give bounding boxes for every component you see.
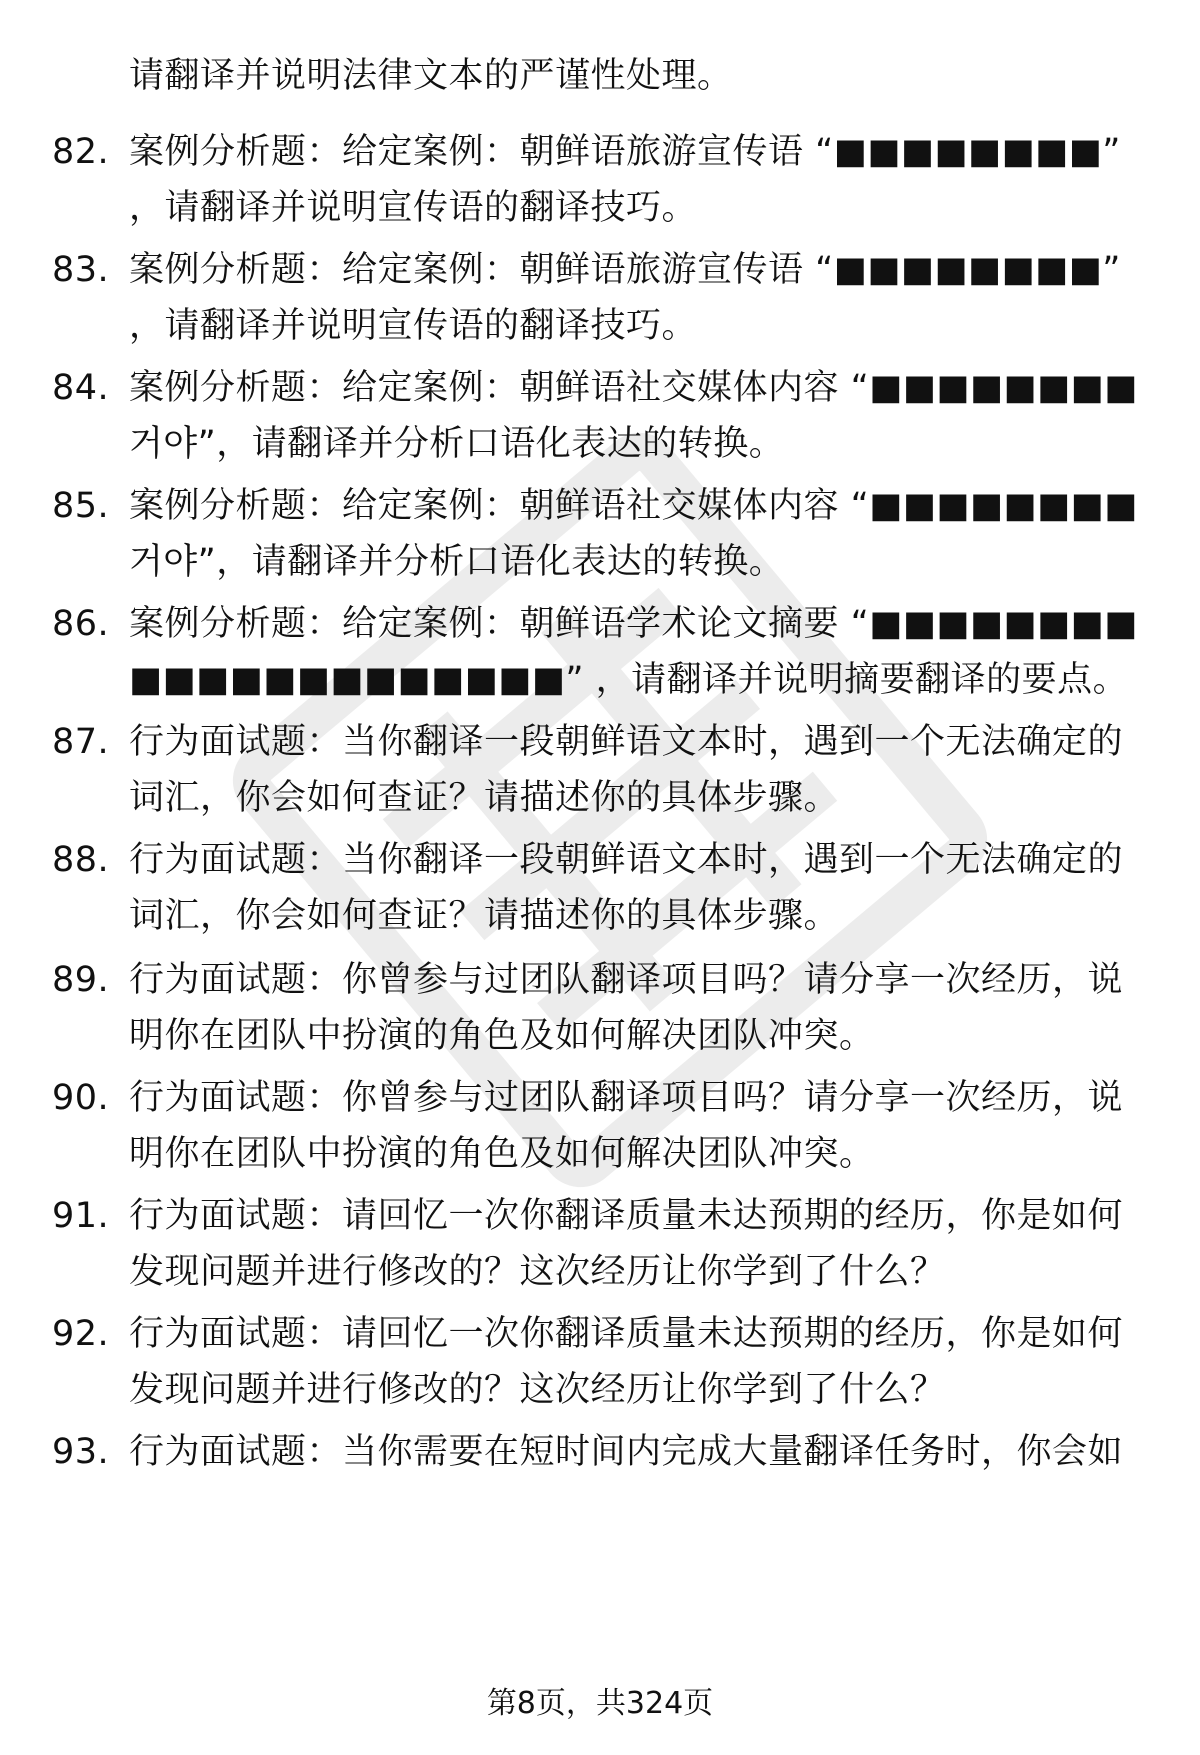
question-text: 行为面试题：你曾参与过团队翻译项目吗？请分享一次经历，说明你在团队中扮演的角色及如何解决团队冲突。	[129, 960, 1124, 1056]
question-item	[52, 832, 1152, 944]
question-number: 93.	[52, 1432, 110, 1472]
question-number: 84.	[52, 368, 110, 408]
question-text: 案例分析题：给定案例：朝鲜语旅游宣传语 “■■■■■■■■” ，请翻译并说明宣传语的翻译技巧。	[129, 132, 1133, 228]
question-text: 行为面试题：请回忆一次你翻译质量未达预期的经历，你是如何发现问题并进行修改的？这次经历让你学到了什么？	[129, 1314, 1124, 1410]
question-item	[52, 478, 1152, 590]
question-number: 83.	[52, 250, 110, 290]
question-text: 案例分析题：给定案例：朝鲜语学术论文摘要 “■■■■■■■■■■■■■■■■■■■■■” ，请翻译并说明摘要翻译的要点。	[129, 604, 1138, 700]
question-text: 行为面试题：当你翻译一段朝鲜语文本时，遇到一个无法确定的词汇，你会如何查证？请描述你的具体步骤。	[129, 840, 1124, 936]
question-item	[52, 48, 1152, 104]
question-number: 90.	[52, 1078, 110, 1118]
question-number: 91.	[52, 1196, 110, 1236]
question-item	[52, 1306, 1152, 1418]
question-text: 案例分析题：给定案例：朝鲜语社交媒体内容 “■■■■■■■■ 거야”，请翻译并分析口语化表达的转换。	[129, 486, 1150, 582]
question-number: 86.	[52, 604, 110, 644]
question-item	[52, 1424, 1152, 1480]
page-footer: 第8页，共324页	[486, 1686, 714, 1721]
question-text: 请翻译并说明法律文本的严谨性处理。	[129, 56, 733, 96]
question-number: 85.	[52, 486, 110, 526]
question-item	[52, 596, 1152, 708]
question-text: 案例分析题：给定案例：朝鲜语社交媒体内容 “■■■■■■■■ 거야”，请翻译并分析口语化表达的转换。	[129, 368, 1150, 464]
question-number: 88.	[52, 840, 110, 880]
question-item	[52, 1188, 1152, 1300]
question-text: 行为面试题：当你需要在短时间内完成大量翻译任务时，你会如	[129, 1432, 1124, 1472]
question-text: 行为面试题：当你翻译一段朝鲜语文本时，遇到一个无法确定的词汇，你会如何查证？请描述你的具体步骤。	[129, 722, 1124, 818]
question-number: 92.	[52, 1314, 110, 1354]
question-text: 案例分析题：给定案例：朝鲜语旅游宣传语 “■■■■■■■■” ，请翻译并说明宣传语的翻译技巧。	[129, 250, 1133, 346]
question-item	[52, 1070, 1152, 1182]
question-text: 行为面试题：你曾参与过团队翻译项目吗？请分享一次经历，说明你在团队中扮演的角色及如何解决团队冲突。	[129, 1078, 1124, 1174]
question-item	[52, 360, 1152, 472]
question-item	[52, 242, 1152, 354]
question-number: 87.	[52, 722, 110, 762]
question-item	[52, 952, 1152, 1064]
question-number: 89.	[52, 960, 110, 1000]
question-text: 行为面试题：请回忆一次你翻译质量未达预期的经历，你是如何发现问题并进行修改的？这次经历让你学到了什么？	[129, 1196, 1124, 1292]
question-number: 82.	[52, 132, 110, 172]
question-item	[52, 124, 1152, 236]
question-item	[52, 714, 1152, 826]
